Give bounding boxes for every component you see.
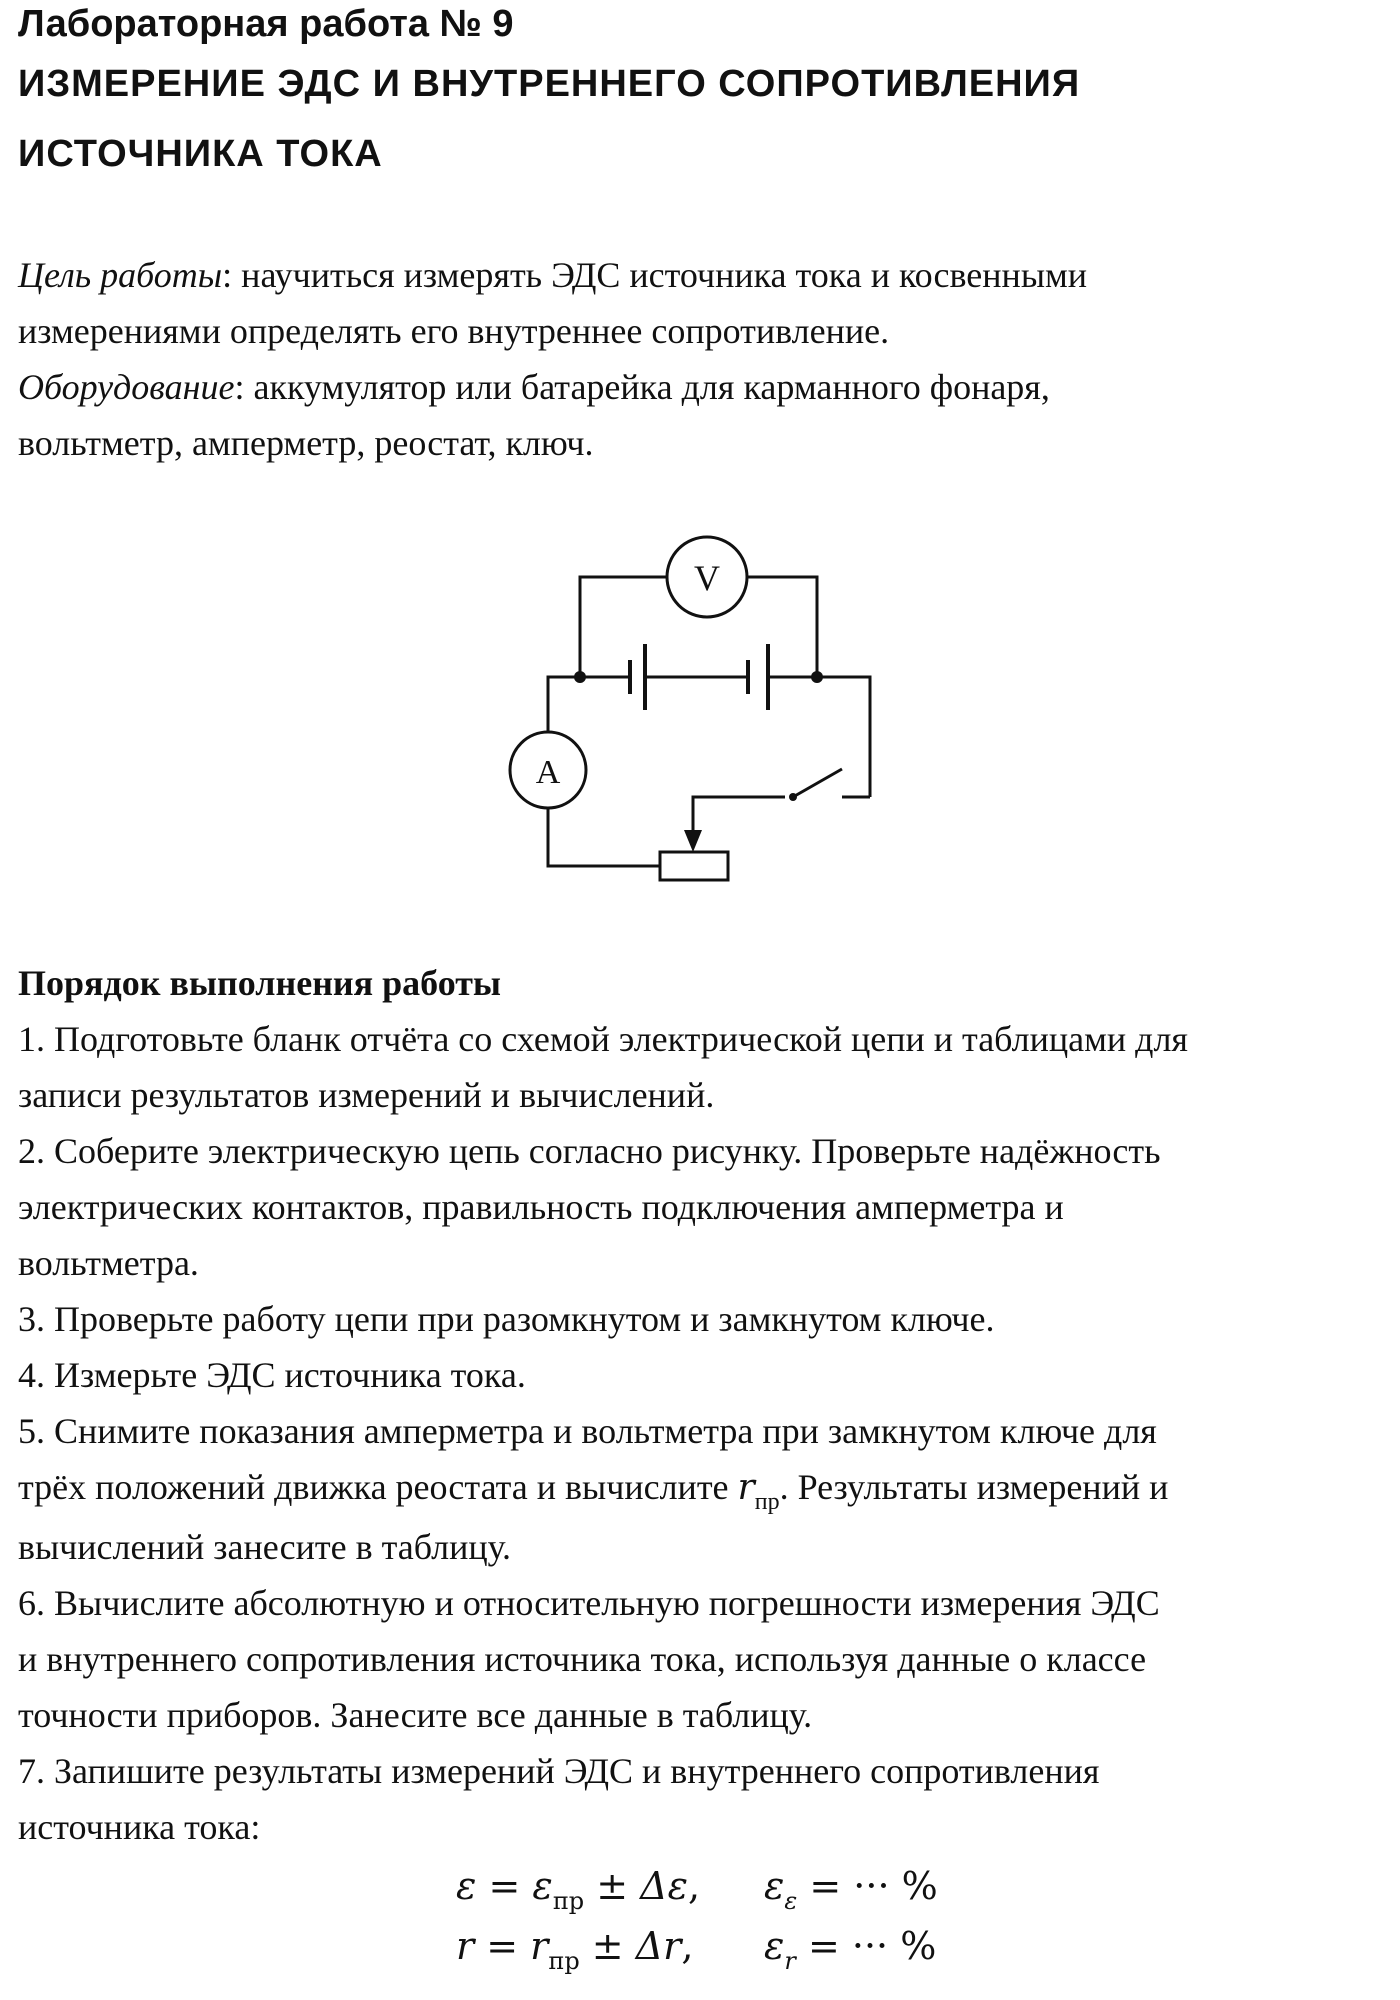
switch-pivot [789,793,797,801]
r-measured: r [530,1924,549,1968]
procedure-line-12: и внутреннего сопротивления источника тока, используя данные о классе [18,1639,1147,1679]
goal-line-2: измерениями определять его внутреннее сопротивление. [18,311,890,351]
step5-var: r [737,1467,755,1508]
goal-line-1 [18,254,1087,296]
formula-resistance-relative [764,1924,937,1975]
emf-comma: , [688,1864,701,1908]
formula-resistance [456,1924,694,1975]
emf-measured: ε [532,1864,553,1908]
emf-symbol: ε [456,1864,477,1908]
junction-right [811,671,823,683]
wire-switch-slider [693,797,785,831]
wire-top-right [747,577,817,677]
r-equals: = [474,1924,531,1968]
procedure-line-8: 5. Снимите показания амперметра и вольтметра при замкнутом ключе для [18,1411,1157,1451]
r-plusminus: ± [579,1924,636,1968]
emf-equals: = [476,1864,533,1908]
voltmeter [667,537,747,617]
wire-left-down [548,677,580,732]
step5-var-sub: пр [754,1489,780,1515]
equipment-label: Оборудование [18,367,235,407]
formula-emf [456,1864,701,1915]
formula-emf-relative [764,1864,938,1915]
rheostat [660,852,728,880]
procedure-line-1: 1. Подготовьте бланк отчёта со схемой электрической цепи и таблицами для [18,1019,1188,1059]
wire-ammeter-rheostat [548,808,660,866]
switch-blade [793,769,842,797]
procedure-line-4: электрических контактов, правильность подключения амперметра и [18,1187,1064,1227]
r-abs-error: Δr [635,1924,682,1968]
rheostat-slider-arrow [684,830,702,852]
equipment-line-1 [18,366,1050,408]
emf-rel-value: = ··· % [797,1864,938,1908]
procedure-line-5: вольтметра. [18,1243,199,1283]
voltmeter-label: V [694,558,720,598]
circuit-diagram [490,530,910,910]
emf-plusminus: ± [584,1864,641,1908]
step5-text-before: трёх положений движка реостата и вычислите [18,1467,738,1507]
lab-number-heading: Лабораторная работа № 9 [18,3,514,45]
lab-title-line-1: ИЗМЕРЕНИЕ ЭДС И ВНУТРЕННЕГО СОПРОТИВЛЕНИЯ [18,63,1081,105]
goal-label: Цель работы [18,255,223,295]
r-measured-sub: пр [548,1947,580,1975]
ammeter [510,732,586,808]
emf-measured-sub: пр [552,1887,585,1915]
battery-cell-left [630,644,645,710]
procedure-line-14: 7. Запишите результаты измерений ЭДС и внутреннего сопротивления [18,1751,1100,1791]
procedure-line-6: 3. Проверьте работу цепи при разомкнутом и замкнутом ключе. [18,1299,995,1339]
equipment-text-1: : аккумулятор или батарейка для карманного фонаря, [234,367,1050,407]
battery-cell-right [748,644,768,710]
emf-rel-sub: ε [784,1887,798,1915]
procedure-line-15: источника тока: [18,1807,261,1847]
lab-title-line-2: ИСТОЧНИКА ТОКА [18,133,383,175]
equipment-line-2: вольтметр, амперметр, реостат, ключ. [18,423,594,463]
procedure-heading: Порядок выполнения работы [18,963,502,1003]
procedure-line-3: 2. Соберите электрическую цепь согласно рисунку. Проверьте надёжность [18,1131,1161,1171]
procedure-line-13: точности приборов. Занесите все данные в таблицу. [18,1695,813,1735]
procedure-line-7: 4. Измерьте ЭДС источника тока. [18,1355,526,1395]
step5-text-after: . Результаты измерений и [779,1467,1169,1507]
procedure-line-11: 6. Вычислите абсолютную и относительную погрешности измерения ЭДС [18,1583,1160,1623]
emf-abs-error: Δε [640,1864,689,1908]
wire-top-left [580,577,667,677]
r-rel-symbol: ε [764,1924,785,1968]
junction-left [574,671,586,683]
procedure-line-2: записи результатов измерений и вычислений. [18,1075,715,1115]
r-symbol: r [456,1924,475,1968]
ammeter-label: A [535,754,561,791]
r-rel-value: = ··· % [795,1924,937,1968]
procedure-line-10: вычислений занесите в таблицу. [18,1527,512,1567]
emf-rel-symbol: ε [764,1864,785,1908]
procedure-line-9 [18,1466,1169,1515]
r-rel-sub: r [784,1947,796,1975]
goal-text-1: : научиться измерять ЭДС источника тока и косвенными [222,255,1088,295]
r-comma: , [681,1924,694,1968]
